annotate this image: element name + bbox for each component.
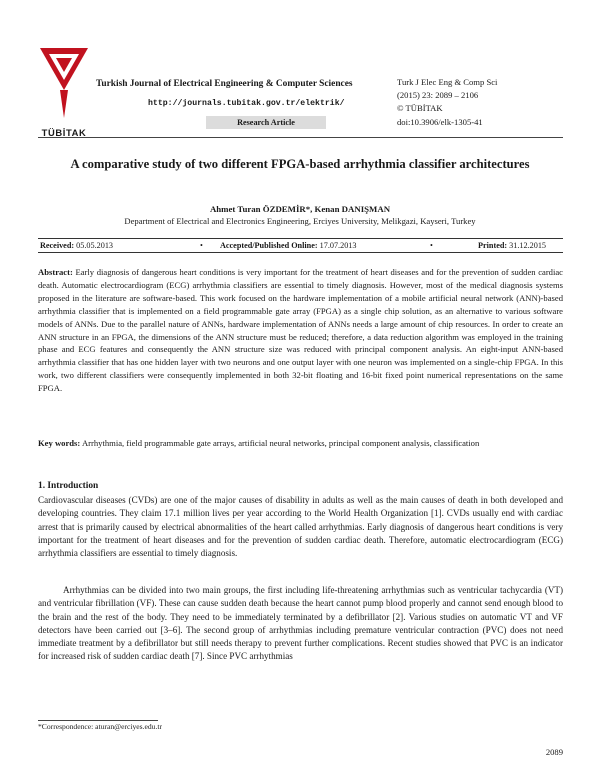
- section-heading: 1. Introduction: [38, 481, 99, 491]
- bullet-2: •: [430, 241, 433, 250]
- abstract-text: Early diagnosis of dangerous heart conditions is very important for the treatment of heart diseases and for the prevention of sudden cardiac death. Automatic electrocardiogram (ECG) arrhythmia classifiers are essential to timely diagnosis. However, most of the medical diagnosis systems proposed in the literature are software-based. This work focused on the hardware implementation of a mobile artificial neural network (ANN)-based arrhythmia classifier that is implemented on a field programmable gate array (FPGA) as a single chip solution, as an alternative to various software models of ANNs. Due to the parallel nature of ANNs, hardware implementation of ANNs needs a large amount of chip resources. In order to create an ANN structure in an FPGA, the dimensions of the ANN structure must be reduced; therefore, a data reduction algorithm was employed in the training phase and ECG features and consequently the ANN structure size was reduced with principal component analysis. An eight-input ANN-based arrhythmia classifier that has one hidden layer with two neurons and one output layer with one neuron was implemented on a single-chip FPGA. In this work, two different classifiers were consequently implemented in both 32-bit floating and 16-bit fixed point numerical representations on the same FPGA.: [38, 267, 563, 394]
- accepted-date: Accepted/Published Online: 17.07.2013: [220, 241, 357, 250]
- abstract: [38, 266, 563, 395]
- correspondence-footnote: *Correspondence: aturan@erciyes.edu.tr: [38, 722, 163, 731]
- tubitak-emblem-icon: [36, 46, 92, 120]
- intro-paragraph-2: Arrhythmias can be divided into two main groups, the first including life-threatening arrhythmias such as ventricular tachycardia (VT) and ventricular fibrillation (VF). These can cause sudden death because the heart cannot pump blood properly and cannot send enough blood to the brain and the rest of the body. They need to be immediately terminated by a defibrillator [2]. Various studies on automatic VT and VF detectors have been carried out [3–6]. The second group of arrhythmias including premature ventricular contraction (PVC) does not need immediate treatment by a defibrillator but still needs therapy to prevent further complications. Recent studies showed that PVC is an indicator for increased risk of sudden cardiac death [7]. Since PVC arrhythmias: [38, 585, 563, 662]
- article-title: A comparative study of two different FPGA-based arrhythmia classifier architectures: [70, 157, 530, 171]
- intro-paragraph-1: Cardiovascular diseases (CVDs) are one of the major causes of disability in adults as well as the main causes of death in both developed and developing countries. They claim 17.1 million lives per year according to the World Health Organization [1]. CVDs usually end with cardiac arrest that is primarily caused by electrical abnormalities of the heart called arrhythmias. Early diagnosis of dangerous heart conditions is very important for the treatment of heart diseases and for the prevention of sudden cardiac death. Therefore, automatic electrocardiogram (ECG) arrhythmia classifiers are essential to timely diagnosis.: [38, 495, 563, 559]
- volume-pages: (2015) 23: 2089 – 2106: [397, 90, 479, 101]
- footnote-divider: [38, 720, 158, 721]
- header-divider: [38, 137, 563, 138]
- authors: Ahmet Turan ÖZDEMİR*, Kenan DANIŞMAN: [209, 204, 391, 214]
- citation-block: [397, 76, 587, 129]
- tubitak-logo: [36, 46, 92, 136]
- copyright: © TÜBİTAK: [397, 103, 443, 114]
- abstract-label: Abstract:: [38, 267, 73, 277]
- doi[interactable]: doi:10.3906/elk-1305-41: [397, 116, 483, 127]
- keywords-text: Arrhythmia, field programmable gate arrays, artificial neural networks, principal component analysis, classification: [81, 438, 480, 448]
- logo-text: TÜBİTAK: [41, 127, 87, 138]
- affiliation: Department of Electrical and Electronics Engineering, Erciyes University, Melikgazi, Kayseri, Turkey: [124, 216, 476, 226]
- dates-bar: [38, 238, 563, 253]
- keywords: [38, 437, 563, 450]
- bullet-1: •: [200, 241, 203, 250]
- keywords-label: Key words:: [38, 438, 81, 448]
- article-type-badge: Research Article: [206, 116, 326, 129]
- received-date: Received: 05.05.2013: [40, 241, 113, 250]
- printed-date: Printed: 31.12.2015: [478, 241, 546, 250]
- journal-abbrev: Turk J Elec Eng & Comp Sci: [397, 77, 498, 87]
- journal-url[interactable]: http://journals.tubitak.gov.tr/elektrik/: [148, 99, 345, 108]
- page-number: 2089: [545, 747, 563, 757]
- journal-name: Turkish Journal of Electrical Engineering & Computer Sciences: [96, 79, 353, 89]
